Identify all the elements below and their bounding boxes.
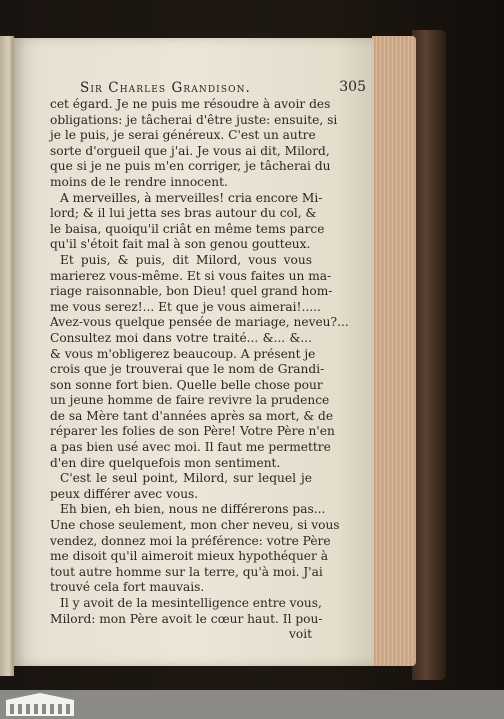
text-line: lord; & il lui jetta ses bras autour du col, & bbox=[50, 206, 317, 221]
text-line: Eh bien, eh bien, nous ne différerons pas... bbox=[60, 502, 326, 517]
previous-page-edge bbox=[0, 36, 14, 676]
text-line: que si je ne puis m'en corriger, je tâcherai du bbox=[50, 159, 331, 174]
book-cover-edge bbox=[412, 30, 446, 680]
text-line: Une chose seulement, mon cher neveu, si vous bbox=[50, 518, 340, 533]
page-stack-edge bbox=[372, 36, 416, 666]
text-line: Il y avoit de la mesintelligence entre vous, bbox=[60, 596, 322, 610]
text-line: peux différer avec vous. bbox=[50, 486, 199, 501]
text-line: C'est le seul point, Milord, sur lequel je bbox=[60, 471, 312, 486]
body-text bbox=[50, 97, 349, 643]
text-line: A merveilles, à merveilles! cria encore Mi- bbox=[60, 190, 323, 205]
text-line: me disoit qu'il aimeroit mieux hypothéquer à bbox=[50, 549, 328, 564]
text-line: Milord: mon Père avoit le cœur haut. Il pou- bbox=[50, 611, 323, 626]
text-line: Et puis, & puis, dit Milord, vous vous bbox=[60, 252, 312, 267]
text-line: moins de le rendre innocent. bbox=[50, 174, 228, 189]
text-line: sorte d'orgueil que j'ai. Je vous ai dit, Milord, bbox=[50, 143, 330, 158]
text-line: un jeune homme de faire revivre la prudence bbox=[50, 393, 330, 408]
text-line: le baisa, quoiqu'il criât en même tems parce bbox=[50, 221, 325, 236]
text-line: riage raisonnable, bon Dieu! quel grand hom- bbox=[50, 284, 333, 299]
page-number: 305 bbox=[339, 79, 366, 95]
text-line: obligations: je tâcherai d'être juste: ensuite, si bbox=[50, 112, 338, 127]
text-line: je le puis, je serai généreux. C'est un autre bbox=[50, 128, 316, 143]
text-line: réparer les folies de son Père! Votre Père n'en bbox=[50, 424, 335, 439]
text-line: marierez vous-même. Et si vous faites un ma- bbox=[50, 268, 332, 283]
text-line: qu'il s'étoit fait mal à son genou goutteux. bbox=[50, 237, 311, 252]
text-line: crois que je trouverai que le nom de Grandi- bbox=[50, 362, 325, 377]
text-line: tout autre homme sur la terre, qu'à moi. J'ai bbox=[50, 564, 323, 579]
text-line: voit bbox=[288, 627, 312, 642]
text-line: Avez-vous quelque pensée de mariage, neveu?... bbox=[50, 315, 349, 330]
text-line: son sonne fort bien. Quelle belle chose pour bbox=[50, 377, 323, 392]
text-line: cet égard. Je ne puis me résoudre à avoir des bbox=[50, 97, 331, 111]
text-line: de sa Mère tant d'années après sa mort, & de bbox=[50, 408, 334, 423]
text-line: Consultez moi dans votre traité... &... &... bbox=[50, 330, 312, 345]
text-line: & vous m'obligerez beaucoup. A présent je bbox=[50, 346, 316, 361]
building-logo-icon bbox=[4, 692, 76, 718]
running-title: Sir Charles Grandison. bbox=[80, 80, 251, 96]
text-line: d'en dire quelquefois mon sentiment. bbox=[50, 455, 281, 470]
text-line: a pas bien usé avec moi. Il faut me permettre bbox=[50, 440, 331, 455]
text-line: trouvé cela fort mauvais. bbox=[50, 580, 205, 595]
text-line: vendez, donnez moi la préférence: votre Père bbox=[50, 533, 331, 548]
text-line: me vous serez!... Et que je vous aimerai!..... bbox=[50, 299, 321, 314]
